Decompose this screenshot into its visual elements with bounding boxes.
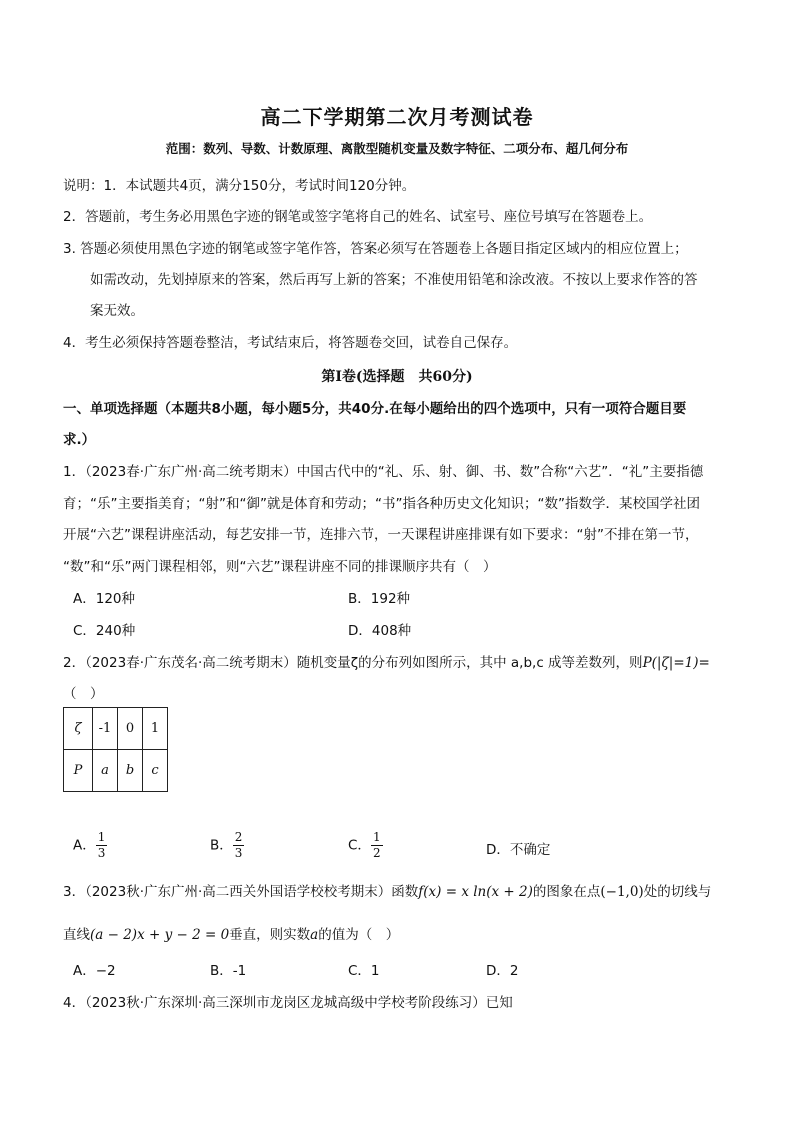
q3-line-2-text-a: 直线 xyxy=(63,927,90,943)
q3-option-c: C．1 xyxy=(348,963,380,979)
q3-variable: a xyxy=(310,927,319,943)
table-row xyxy=(64,708,168,750)
q3-option-b: B．-1 xyxy=(210,963,247,979)
q1-option-b: B．192种 xyxy=(348,591,411,607)
q2-option-b xyxy=(210,830,244,861)
q2-stem-text: 2．（2023春·广东茂名·高二统考期末）随机变量ζ的分布列如图所示，其中 a,b,c 成等差数列，则 xyxy=(63,655,643,671)
numerator: 2 xyxy=(234,830,243,844)
exam-title: 高二下学期第二次月考测试卷 xyxy=(260,105,534,129)
note-3-end: 案无效。 xyxy=(90,303,144,319)
q2-option-c xyxy=(348,830,383,861)
q1-line-1: 1．（2023春·广东广州·高二统考期末）中国古代中的“礼、乐、射、御、书、数”合称“六艺”．“礼”主要指德 xyxy=(63,464,704,480)
q1-line-4: “数”和“乐”两门课程相邻，则“六艺”课程讲座不同的排课顺序共有（ ） xyxy=(63,559,497,575)
q2-stem-math: P(|ζ|=1)= xyxy=(642,655,710,671)
q1-option-d: D．408种 xyxy=(348,623,412,639)
section-instruction: 一、单项选择题（本题共8小题，每小题5分，共40分.在每小题给出的四个选项中，只有一项符合题目要 xyxy=(63,401,687,417)
q3-line-2 xyxy=(63,923,399,943)
q2-option-b-prefix: B． xyxy=(210,837,233,854)
q3-point: (−1,0) xyxy=(600,884,644,900)
q2-option-a-prefix: A． xyxy=(73,837,96,854)
table-cell: ζ xyxy=(64,708,93,750)
q3-line-1 xyxy=(63,880,711,900)
note-2: 2．答题前，考生务必用黑色字迹的钢笔或签字笔将自己的姓名、试室号、座位号填写在答题卷上。 xyxy=(63,209,653,225)
fraction xyxy=(96,830,108,861)
q2-blank: （ ） xyxy=(63,686,104,702)
table-cell: 0 xyxy=(118,708,143,750)
q3-function: f(x) = x ln(x + 2) xyxy=(418,884,533,900)
q2-option-a xyxy=(73,830,107,861)
section-instruction-cont: 求.） xyxy=(63,432,96,448)
q3-line-1-text-a: 3．（2023秋·广东广州·高二西关外国语学校校考期末）函数 xyxy=(63,884,419,900)
table-cell: a xyxy=(93,750,118,792)
denominator: 3 xyxy=(234,846,243,860)
q2-stem xyxy=(63,651,710,671)
q4-line-1: 4．（2023秋·广东深圳·高三深圳市龙岗区龙城高级中学校考阶段练习）已知 xyxy=(63,995,513,1011)
q3-line-2-text-b: 垂直，则实数 xyxy=(229,927,311,943)
q1-line-3: 开展“六艺”课程讲座活动，每艺安排一节，连排六节，一天课程讲座排课有如下要求：“射”不排在第一节， xyxy=(63,527,699,543)
note-3: 3. 答题必须使用黑色字迹的钢笔或签字笔作答，答案必须写在答题卷上各题目指定区域内的相应位置上； xyxy=(63,241,688,257)
q2-option-c-prefix: C． xyxy=(348,837,371,854)
fraction xyxy=(371,830,383,861)
note-1: 说明：1．本试题共4页，满分150分，考试时间120分钟。 xyxy=(63,178,416,194)
table-cell: 1 xyxy=(143,708,168,750)
exam-scope: 范围：数列、导数、计数原理、离散型随机变量及数字特征、二项分布、超几何分布 xyxy=(165,141,629,156)
q3-line-1-text-b: 的图象在点 xyxy=(532,884,601,900)
table-cell: -1 xyxy=(93,708,118,750)
table-cell: c xyxy=(143,750,168,792)
q3-line-1-text-c: 处的切线与 xyxy=(643,884,712,900)
q1-option-a: A．120种 xyxy=(73,591,136,607)
section-heading: 第I卷(选择题 共60分) xyxy=(321,369,473,385)
fraction xyxy=(233,830,245,861)
q1-line-2: 育；“乐”主要指美育；“射”和“御”就是体育和劳动；“书”指各种历史文化知识；“数”指数学．某校国学社团 xyxy=(63,496,700,512)
q1-option-c: C．240种 xyxy=(73,623,136,639)
numerator: 1 xyxy=(97,830,106,844)
numerator: 1 xyxy=(372,830,381,844)
note-3-cont: 如需改动，先划掉原来的答案，然后再写上新的答案；不准使用铅笔和涂改液。不按以上要求作答的答 xyxy=(90,272,698,288)
q2-option-d: D．不确定 xyxy=(486,842,551,858)
denominator: 3 xyxy=(97,846,106,860)
note-4: 4．考生必须保持答题卷整洁，考试结束后，将答题卷交回，试卷自己保存。 xyxy=(63,335,518,351)
q3-option-a: A．−2 xyxy=(73,963,116,979)
table-cell: b xyxy=(118,750,143,792)
table-cell: P xyxy=(64,750,93,792)
q3-option-d: D．2 xyxy=(486,963,519,979)
denominator: 2 xyxy=(372,846,381,860)
distribution-table xyxy=(63,707,168,792)
q3-line-equation: (a − 2)x + y − 2 = 0 xyxy=(90,927,230,943)
table-row xyxy=(64,750,168,792)
q3-line-2-text-c: 的值为（ ） xyxy=(318,927,400,943)
